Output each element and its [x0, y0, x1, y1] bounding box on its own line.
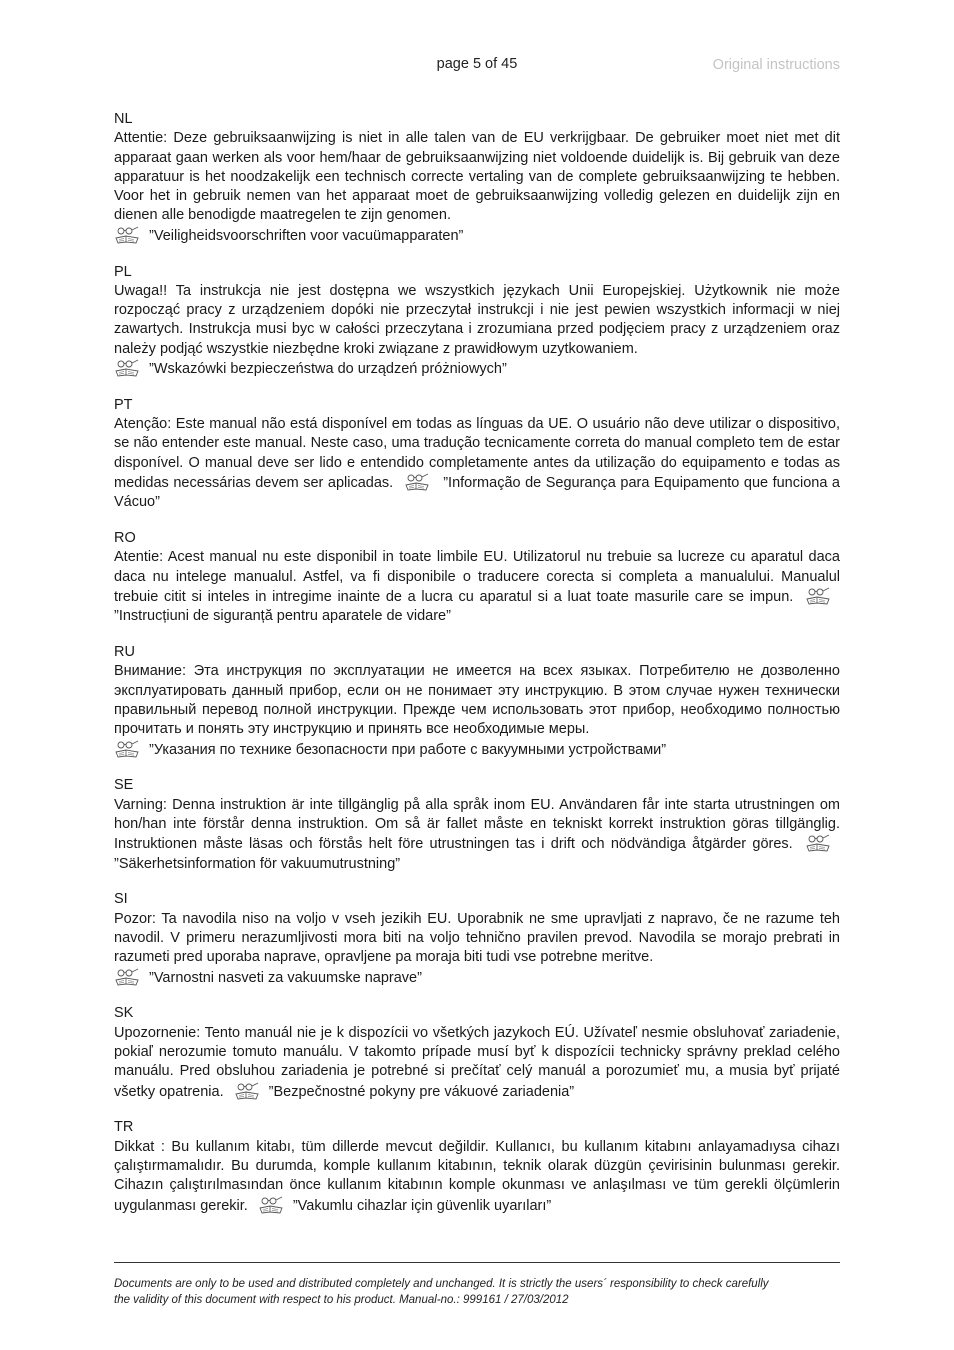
notice-text: Внимание: Эта инструкция по эксплуатации не имеется на всех языках. Потребителю не дозволенно эксплуатировать данный прибор, если он не понимает эту инструкцию. В этом случае нужен технически правильный перевод полной инструкции. Прежде чем использовать этот прибор, необходимо полностью прочитать и понять эту инструкцию и принять все необходимые меры. ”Указания по технике безопасности при работе с вакуумными устройствами” [114, 663, 840, 758]
language-section-se [114, 776, 840, 873]
safety-reference: ”Säkerhetsinformation för vakuumutrustning” [114, 855, 401, 872]
document-type-label: Original instructions [712, 57, 840, 73]
language-code: RO [114, 530, 136, 547]
safety-reference: ”Varnostni nasveti za vakuumske naprave” [149, 969, 422, 986]
glasses-book-icon [404, 473, 431, 492]
language-section-pl [114, 263, 840, 380]
safety-reference: ”Informação de Segurança para Equipamento que funciona a Vácuo” [114, 475, 840, 511]
glasses-book-icon [234, 1082, 261, 1101]
glasses-book-icon [805, 834, 832, 853]
notice-text: Varning: Denna instruktion är inte tillgänglig på alla språk inom EU. Användaren får inte starta utrustningen om hon/han inte förstår denna instruktion. Om så är fallet måste en tekniskt korrekt instruktion göras tillgänglig. Instruktionen måste läsas och förstås helt före utrustningen tas i drift och nödvändiga åtgärder göres. ”Säkerhetsinformation för vakuumutrustning” [114, 796, 840, 872]
notice-text: Atentie: Acest manual nu este disponibil in toate limbile EU. Utilizatorul nu trebuie sa lucreze cu aparatul daca daca nu intelege manualul. Astfel, va fi disponibile o traducere corecta si completa a manualului. Manualul trebuie citit si inteles in intregime inainte de a lucra cu aparatul si a luat toate masurile care se impun. ”Instrucțiuni de siguranță pentru aparatele de vidare” [114, 549, 840, 625]
notice-text: Dikkat : Bu kullanım kitabı, tüm dillerde mevcut değildir. Kullanıcı, bu kullanım kitabını anlayamadıysa cihazı çalıştırmamalıdır. Bu durumda, komple kullanım kitabının, teknik olarak düzgün çevirisinin bulunması gerekir. Cihazın çalıştırılmasından önce kullanım kitabının komple okunması ve anlaşılması ve tüm gerekli ölçümlerin uygulanması gerekir. ”Vakumlu cihazlar için güvenlik uyarıları” [114, 1138, 840, 1214]
language-code: PT [114, 396, 133, 413]
notice-text: Attentie: Deze gebruiksaanwijzing is niet in alle talen van de EU verkrijgbaar. De gebruiker moet niet met dit apparaat gaan werken als voor hem/haar de gebruiksaanwijzing niet voldoende duidelijk is. Bij gebruik van deze apparatuur is het noodzakelijk een technisch correcte vertaling van de complete gebruiksaanwijzing te hebben. Voor het in gebruik nemen van het apparaat moet de gebruiksaanwijzing volledig gelezen en duidelijk zijn en dienen alle benodigde maatregelen te zijn genomen. ”Veiligheidsvoorschriften voor vacuümapparaten” [114, 130, 840, 244]
language-code: SK [114, 1005, 134, 1022]
language-section-pt [114, 396, 840, 513]
language-code: SI [114, 891, 128, 908]
footer-divider [114, 1262, 840, 1263]
safety-reference: ”Instrucțiuni de siguranță pentru aparatele de vidare” [114, 608, 451, 625]
notice-text: Pozor: Ta navodila niso na voljo v vseh jezikih EU. Uporabnik ne sme upravljati z napravo, če ne razume teh navodil. V primeru nerazumljivosti mora biti na voljo tehnično pravilen prevod. Navodila se morajo prebrati in razumeti pred uporaba naprave, opravljene pa moraja biti tudi vse potrebne meritve. ”Varnostni nasveti za vakuumske naprave” [114, 910, 840, 986]
language-code: RU [114, 644, 135, 661]
safety-reference: ”Указания по технике безопасности при работе с вакуумными устройствами” [149, 741, 667, 758]
safety-reference: ”Bezpečnostné pokyny pre vákuové zariadenia” [268, 1083, 575, 1100]
language-section-si [114, 890, 840, 987]
language-notice-list [114, 110, 840, 1232]
footer-line-2: the validity of this document with respect to his product. Manual-no.: 999161 / 27/03/2012 [114, 1294, 569, 1306]
glasses-book-icon [114, 359, 141, 378]
language-code: TR [114, 1119, 134, 1136]
language-code: NL [114, 111, 133, 127]
footer-disclaimer [114, 1276, 840, 1308]
safety-reference: ”Veiligheidsvoorschriften voor vacuümapparaten” [149, 227, 464, 244]
notice-text: Uwaga!! Ta instrukcja nie jest dostępna we wszystkich językach Unii Europejskiej. Użytkownik nie może rozpocząć pracy z urządzeniem dopóki nie przeczytał instrukcji i nie jest pewien wszystkich informacji w niej zawartych. Instrukcja musi byc w całości przeczytana i zrozumiana przed podjęciem pracy z urządzeniem oraz należy podjąć wszystkie niezbędne kroki związane z prawidłowym uzytkowaniem. ”Wskazówki bezpieczeństwa do urządzeń próżniowych” [114, 282, 840, 378]
safety-reference: ”Vakumlu cihazlar için güvenlik uyarıları” [292, 1197, 552, 1214]
language-section-sk [114, 1004, 840, 1101]
language-code: SE [114, 777, 134, 794]
notice-text: Upozornenie: Tento manuál nie je k dispozícii vo všetkých jazykoch EÚ. Užívateľ nesmie obsluhovať zariadenie, pokiaľ nerozumie tomuto manuálu. V takomto prípade musí byť k dispozícii technicky správny preklad celého manuálu. Pred obsluhou zariadenia je potrebné si prečítať celý manuál a porozumieť mu, a musia byť prijaté všetky opatrenia. ”Bezpečnostné pokyny pre vákuové zariadenia” [114, 1024, 840, 1100]
glasses-book-icon [258, 1196, 285, 1215]
language-section-ru [114, 643, 840, 760]
language-section-tr [114, 1118, 840, 1215]
glasses-book-icon [114, 740, 141, 759]
footer-line-1: Documents are only to be used and distributed completely and unchanged. It is strictly the users´ responsibility to check carefully [114, 1278, 769, 1290]
notice-text: Atenção: Este manual não está disponível em todas as línguas da UE. O usuário não deve utilizar o dispositivo, se não entender este manual. Neste caso, uma tradução tecnicamente correta do manual completo tem de estar disponível. O manual deve ser lido e entendido completamente antes da utilização do equipamento e todas as medidas necessárias devem ser aplicadas. ”Informação de Segurança para Equipamento que funciona a Vácuo” [114, 416, 840, 511]
language-code: PL [114, 263, 132, 280]
glasses-book-icon [114, 226, 141, 245]
glasses-book-icon [805, 587, 832, 606]
safety-reference: ”Wskazówki bezpieczeństwa do urządzeń próżniowych” [149, 361, 507, 378]
language-section-nl [114, 110, 840, 246]
language-section-ro [114, 529, 840, 626]
glasses-book-icon [114, 968, 141, 987]
page-number: page 5 of 45 [436, 56, 518, 72]
